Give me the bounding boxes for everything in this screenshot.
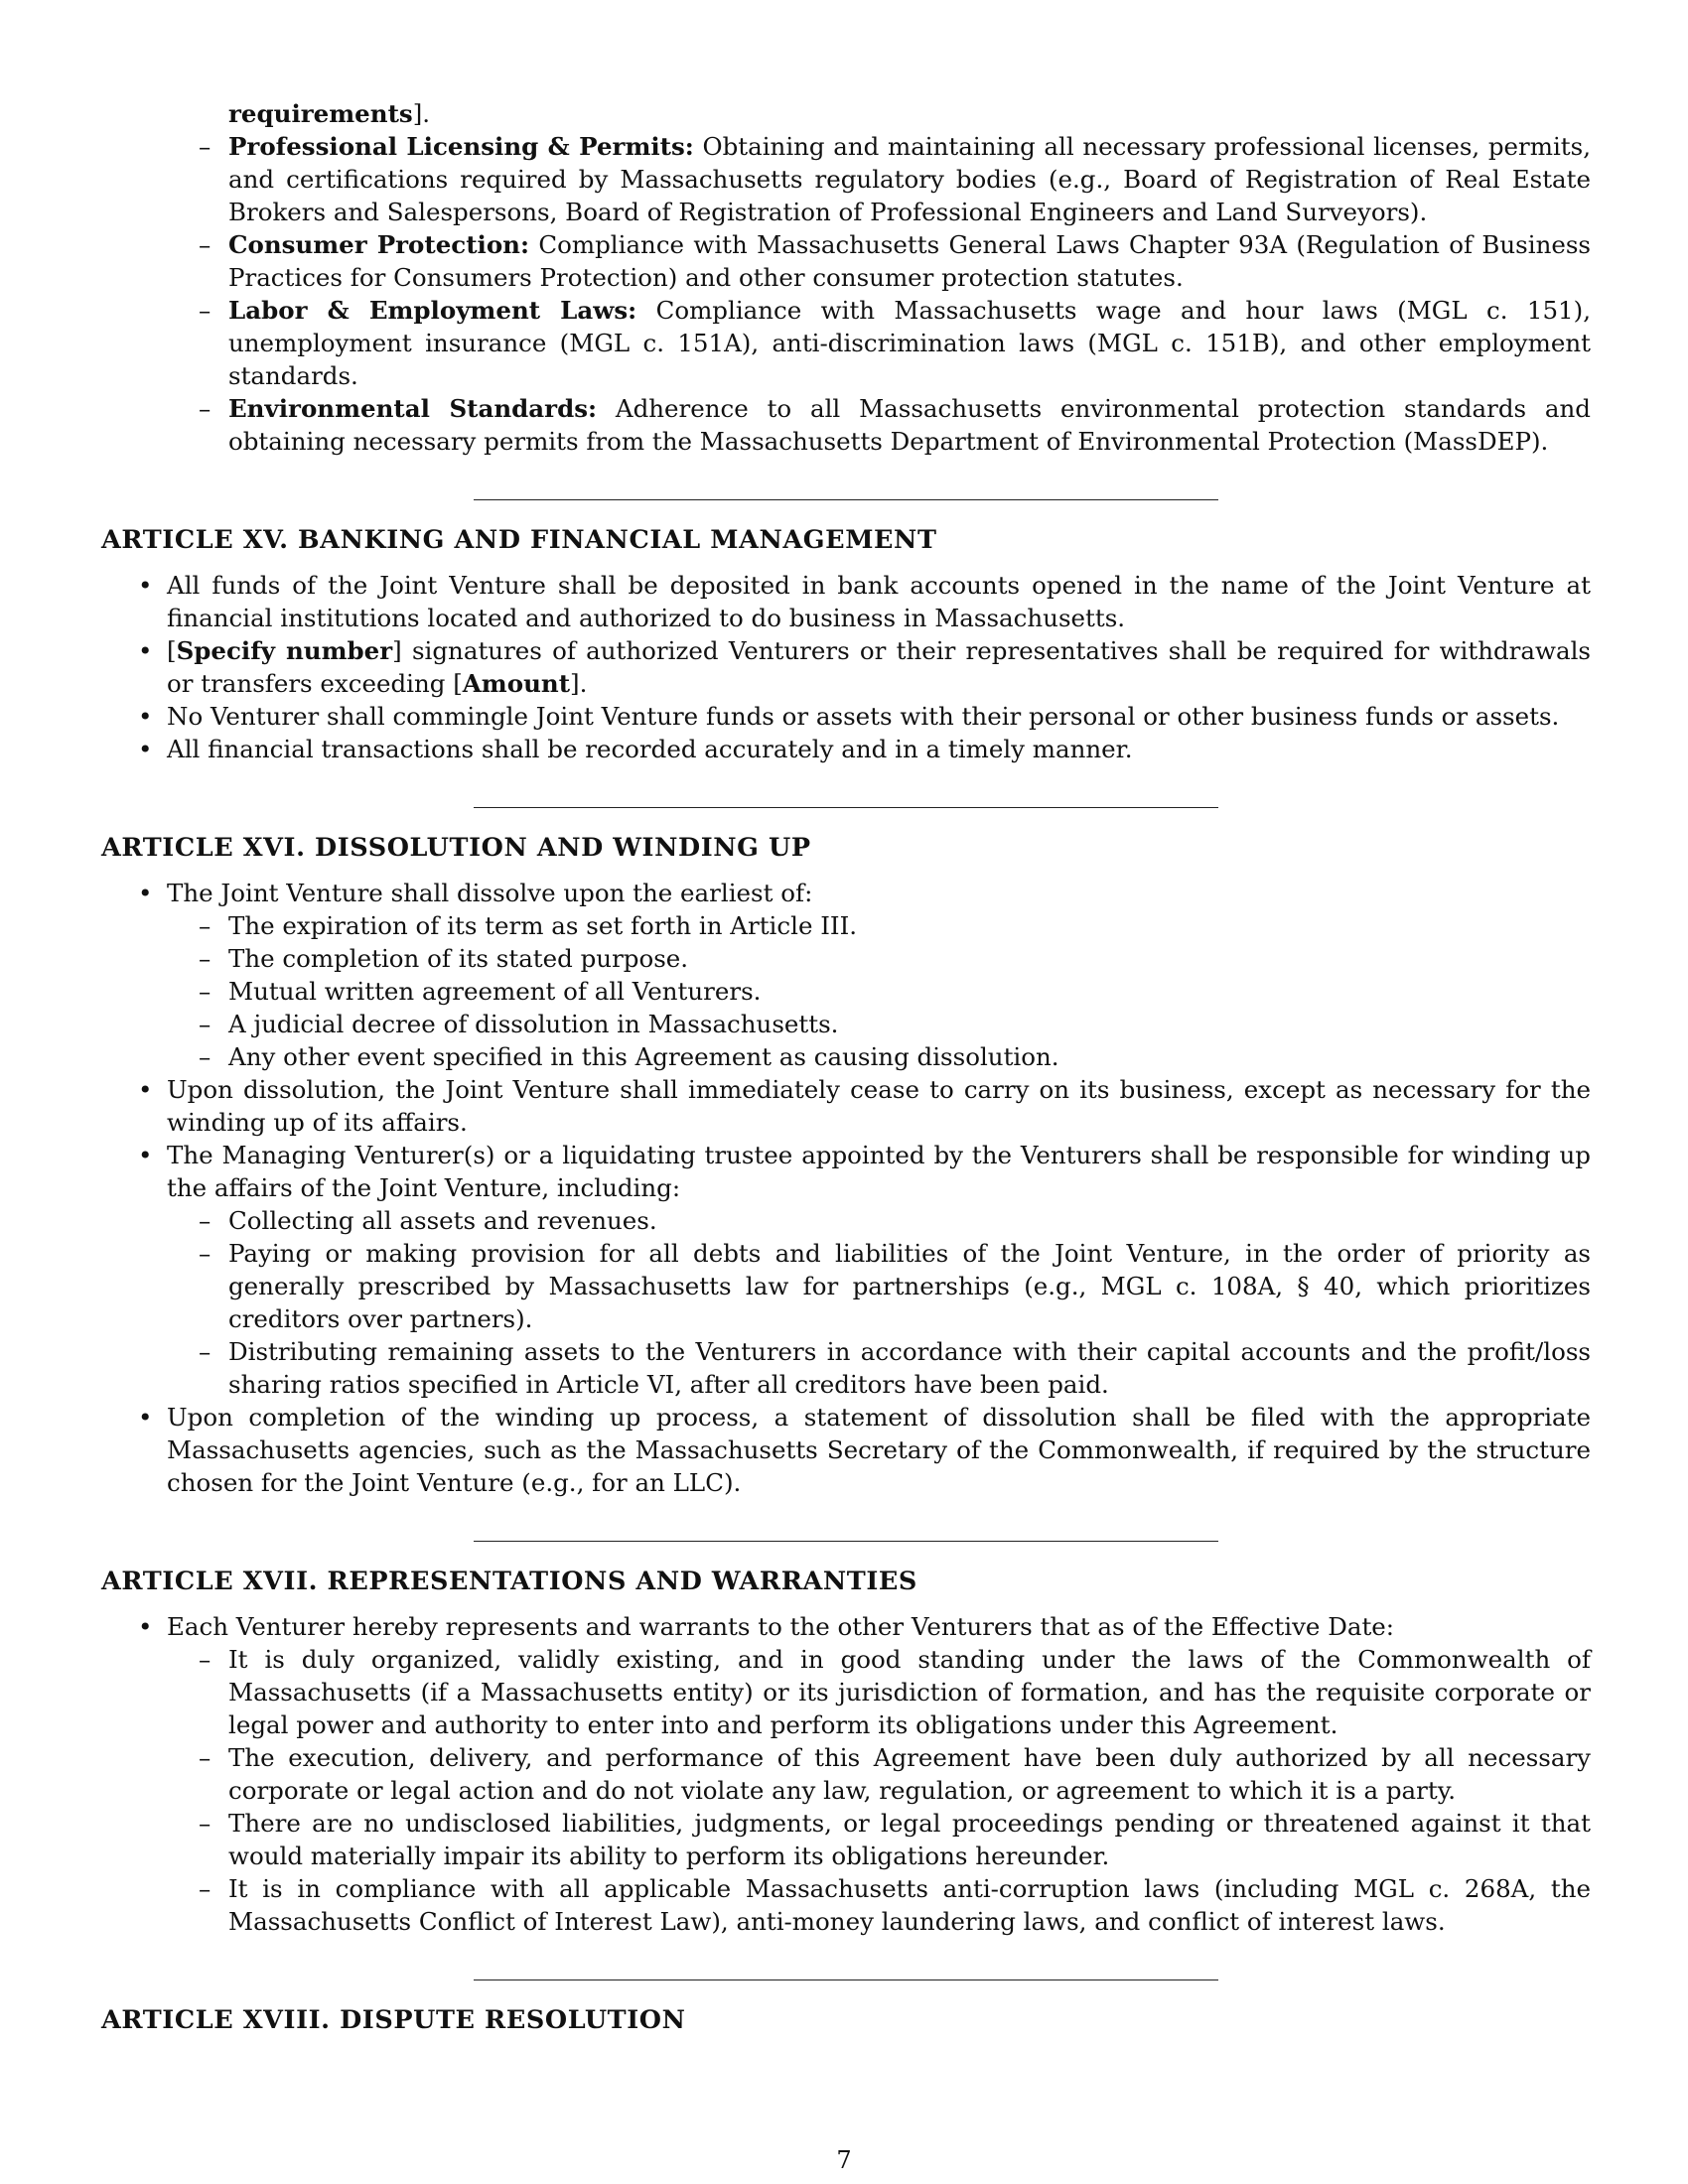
list-item: • [Specify number] signatures of authorized Venturers or their representatives shall be required for withdrawals or transfers exceeding [Amount].	[101, 634, 1591, 700]
sub-list	[167, 1643, 1591, 1938]
sub-list-item: – It is duly organized, validly existing, and in good standing under the laws of the Commonwealth of Massachusetts (if a Massachusetts entity) or its jurisdiction of formation, and has the requisite corporate or legal power and authority to enter into and perform its obligations under this Agreement.	[167, 1643, 1591, 1741]
list-item: • No Venturer shall commingle Joint Venture funds or assets with their personal or other business funds or assets.	[101, 700, 1591, 733]
sub-list-item: – Collecting all assets and revenues.	[167, 1204, 1591, 1237]
document-page	[101, 97, 1591, 2049]
sub-list	[167, 909, 1591, 1073]
article-16-heading: ARTICLE XVI. DISSOLUTION AND WINDING UP	[101, 833, 811, 863]
article-18-heading: ARTICLE XVIII. DISPUTE RESOLUTION	[101, 2005, 686, 2035]
article-17-list	[101, 1610, 1591, 1938]
compliance-list	[101, 130, 1591, 458]
section-divider	[474, 1979, 1218, 1980]
sub-list-item: – It is in compliance with all applicable Massachusetts anti-corruption laws (including MGL c. 268A, the Massachusetts Conflict of Interest Law), anti-money laundering laws, and conflict of interest laws.	[167, 1872, 1591, 1938]
carryover-tail: requirements].	[228, 99, 431, 128]
list-item: • The Joint Venture shall dissolve upon the earliest of: – The expiration of its term as set forth in Article III. – The completion of its stated purpose. – Mutual written agreement of all Venturers. – A judicial decree of dissolution in Massachusetts. – Any other event specified in this Agreement as causing dissolution.	[101, 877, 1591, 1073]
list-item: – Professional Licensing & Permits: Obtaining and maintaining all necessary professional licenses, permits, and certifications required by Massachusetts regulatory bodies (e.g., Board of Registration of Real Estate Brokers and Salespersons, Board of Registration of Professional Engineers and Land Surveyors).	[101, 130, 1591, 228]
section-divider	[474, 499, 1218, 500]
list-item: • Each Venturer hereby represents and warrants to the other Venturers that as of the Effective Date: – It is duly organized, validly existing, and in good standing under the laws of the Commonwealth of Massachusetts (if a Massachusetts entity) or its jurisdiction of formation, and has the requisite corporate or legal power and authority to enter into and perform its obligations under this Agreement. – The execution, delivery, and performance of this Agreement have been duly authorized by all necessary corporate or legal action and do not violate any law, regulation, or agreement to which it is a party. – There are no undisclosed liabilities, judgments, or legal proceedings pending or threatened against it that would materially impair its ability to perform its obligations hereunder. – It is in compliance with all applicable Massachusetts anti-corruption laws (including MGL c. 268A, the Massachusetts Conflict of Interest Law), anti-money laundering laws, and conflict of interest laws.	[101, 1610, 1591, 1938]
sub-list-item: – The expiration of its term as set forth in Article III.	[167, 909, 1591, 942]
list-item: • Upon dissolution, the Joint Venture shall immediately cease to carry on its business, except as necessary for the winding up of its affairs.	[101, 1073, 1591, 1139]
article-16-list	[101, 877, 1591, 1499]
section-divider	[474, 807, 1218, 808]
article-17-heading: ARTICLE XVII. REPRESENTATIONS AND WARRANTIES	[101, 1567, 917, 1596]
list-item: • All funds of the Joint Venture shall be deposited in bank accounts opened in the name of the Joint Venture at financial institutions located and authorized to do business in Massachusetts.	[101, 569, 1591, 634]
sub-list-item: – The execution, delivery, and performance of this Agreement have been duly authorized by all necessary corporate or legal action and do not violate any law, regulation, or agreement to which it is a party.	[167, 1741, 1591, 1807]
sub-list-item: – Mutual written agreement of all Venturers.	[167, 975, 1591, 1008]
sub-list-item: – The completion of its stated purpose.	[167, 942, 1591, 975]
article-15-heading: ARTICLE XV. BANKING AND FINANCIAL MANAGEMENT	[101, 525, 937, 555]
list-item: • All financial transactions shall be recorded accurately and in a timely manner.	[101, 733, 1591, 765]
sub-list-item: – Distributing remaining assets to the Venturers in accordance with their capital accounts and the profit/loss sharing ratios specified in Article VI, after all creditors have been paid.	[167, 1335, 1591, 1401]
carryover-list	[101, 97, 1591, 130]
sub-list	[167, 1204, 1591, 1401]
list-item: – Consumer Protection: Compliance with Massachusetts General Laws Chapter 93A (Regulation of Business Practices for Consumers Protection) and other consumer protection statutes.	[101, 228, 1591, 294]
sub-list-item: – There are no undisclosed liabilities, judgments, or legal proceedings pending or threatened against it that would materially impair its ability to perform its obligations hereunder.	[167, 1807, 1591, 1872]
section-divider	[474, 1541, 1218, 1542]
article-15-list	[101, 569, 1591, 765]
list-item: • The Managing Venturer(s) or a liquidating trustee appointed by the Venturers shall be responsible for winding up the affairs of the Joint Venture, including: – Collecting all assets and revenues. – Paying or making provision for all debts and liabilities of the Joint Venture, in the order of priority as generally prescribed by Massachusetts law for partnerships (e.g., MGL c. 108A, § 40, which prioritizes creditors over partners). – Distributing remaining assets to the Venturers in accordance with their capital accounts and the profit/loss sharing ratios specified in Article VI, after all creditors have been paid.	[101, 1139, 1591, 1401]
list-item: – Labor & Employment Laws: Compliance with Massachusetts wage and hour laws (MGL c. 151), unemployment insurance (MGL c. 151A), anti-discrimination laws (MGL c. 151B), and other employment standards.	[101, 294, 1591, 392]
list-item: – Environmental Standards: Adherence to all Massachusetts environmental protection standards and obtaining necessary permits from the Massachusetts Department of Environmental Protection (MassDEP).	[101, 392, 1591, 458]
sub-list-item: – A judicial decree of dissolution in Massachusetts.	[167, 1008, 1591, 1040]
list-item: • Upon completion of the winding up process, a statement of dissolution shall be filed with the appropriate Massachusetts agencies, such as the Massachusetts Secretary of the Commonwealth, if required by the structure chosen for the Joint Venture (e.g., for an LLC).	[101, 1401, 1591, 1499]
sub-list-item: – Paying or making provision for all debts and liabilities of the Joint Venture, in the order of priority as generally prescribed by Massachusetts law for partnerships (e.g., MGL c. 108A, § 40, which prioritizes creditors over partners).	[167, 1237, 1591, 1335]
page-number: 7	[836, 2146, 852, 2174]
sub-list-item: – Any other event specified in this Agreement as causing dissolution.	[167, 1040, 1591, 1073]
